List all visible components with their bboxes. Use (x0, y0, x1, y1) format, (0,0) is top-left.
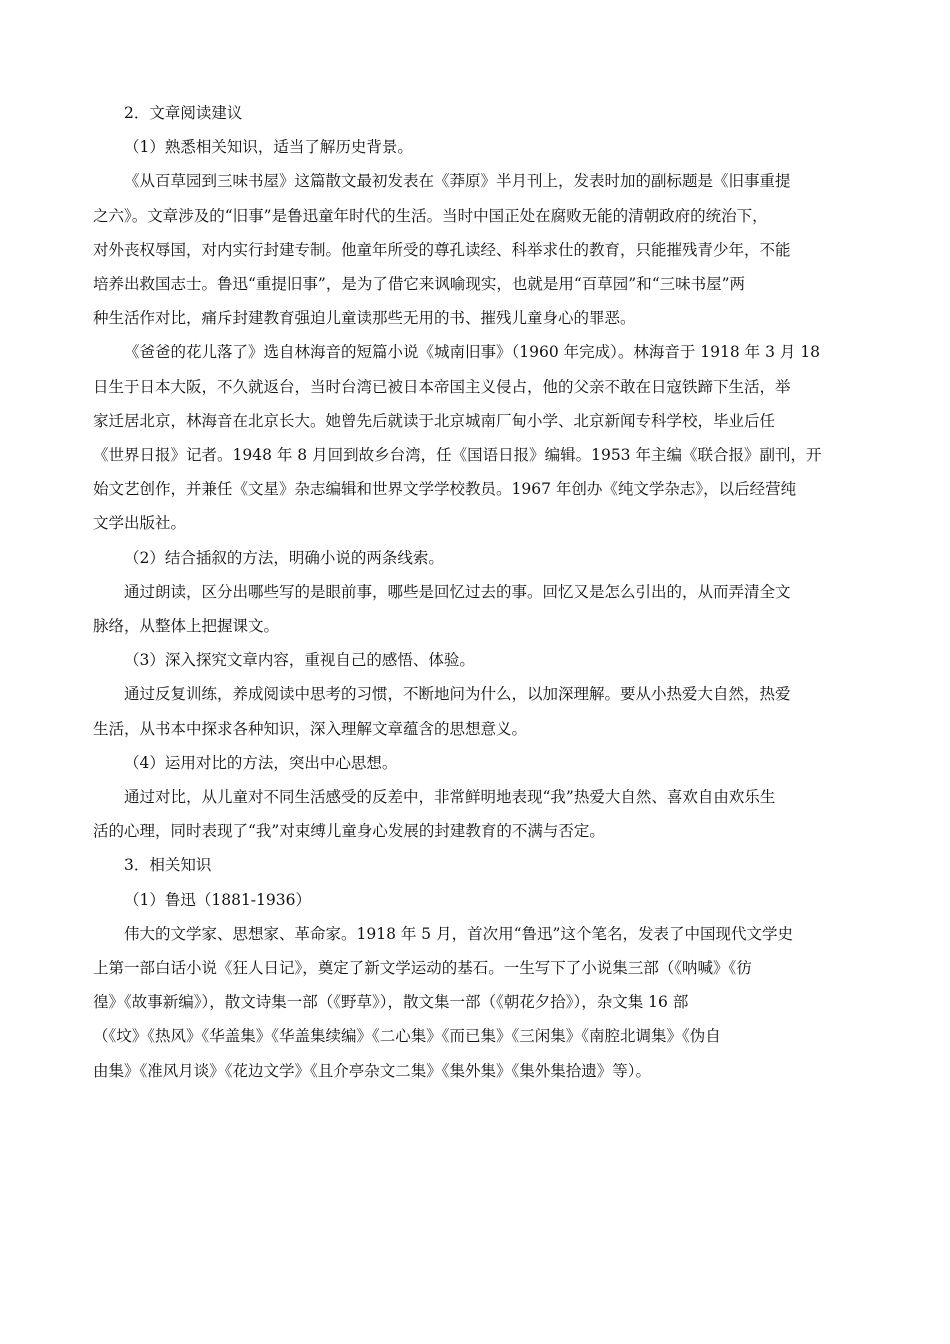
text-line: 家迁居北京，林海音在北京长大。她曾先后就读于北京城南厂甸小学、北京新闻专科学校，毕业后任 (93, 411, 776, 430)
text-line: 日生于日本大阪，不久就返台，当时台湾已被日本帝国主义侵占，他的父亲不敢在日寇铁蹄下生活，举 (93, 377, 791, 396)
text-line: 由集》《准风月谈》《花边文学》《且介亭杂文二集》《集外集》《集外集拾遗》等）。 (93, 1061, 652, 1080)
text-line: 活的心理，同时表现了“我”对束缚儿童身心发展的封建教育的不满与否定。 (93, 822, 605, 841)
text-line: （1）鲁迅（1881-1936） (124, 890, 311, 909)
text-line: 《从百草园到三味书屋》这篇散文最初发表在《莽原》半月刊上，发表时加的副标题是《旧事重提 (124, 172, 791, 191)
text-line: 通过朗读，区分出哪些写的是眼前事，哪些是回忆过去的事。回忆又是怎么引出的，从而弄清全文 (124, 582, 791, 601)
text-line: 《爸爸的花儿落了》选自林海音的短篇小说《城南旧事》（1960 年完成）。林海音于 1918 年 3 月 18 (124, 343, 821, 362)
document-body (93, 96, 858, 1088)
text-line: 伟大的文学家、思想家、革命家。1918 年 5 月，首次用“鲁迅”这个笔名，发表了中国现代文学史 (124, 924, 793, 943)
text-line: （1）熟悉相关知识，适当了解历史背景。 (124, 138, 413, 157)
text-line: 徨》《故事新编》），散文诗集一部（《野草》），散文集一部（《朝花夕拾》），杂文集 16 部 (93, 993, 689, 1012)
text-line: （4）运用对比的方法，突出中心思想。 (124, 753, 398, 772)
text-line: 通过对比，从儿童对不同生活感受的反差中，非常鲜明地表现“我”热爱大自然、喜欢自由欢乐生 (124, 788, 776, 807)
text-line: 生活，从书本中探求各种知识，深入理解文章蕴含的思想意义。 (93, 719, 528, 738)
text-line: 之六》。文章涉及的“旧事”是鲁迅童年时代的生活。当时中国正处在腐败无能的清朝政府的统治下， (93, 206, 768, 225)
text-line: 2．文章阅读建议 (124, 104, 243, 122)
text-line: （3）深入探究文章内容，重视自己的感悟、体验。 (124, 651, 475, 670)
text-line: 上第一部白话小说《狂人日记》，奠定了新文学运动的基石。一生写下了小说集三部（《呐喊》《彷 (93, 959, 752, 978)
text-line: 《世界日报》记者。1948 年 8 月回到故乡台湾，任《国语日报》编辑。1953 年主编《联合报》副刊，开 (93, 446, 822, 465)
text-line: 始文艺创作，并兼任《文星》杂志编辑和世界文学学校教员。1967 年创办《纯文学杂志》，以后经营纯 (93, 480, 797, 499)
text-line: 培养出救国志士。鲁迅“重提旧事”，是为了借它来讽喻现实，也就是用“百草园”和“三味书屋”两 (93, 275, 746, 294)
text-line: 文学出版社。 (93, 514, 187, 533)
text-line: 对外丧权辱国，对内实行封建专制。他童年所受的尊孔读经、科举求仕的教育，只能摧残青少年，不能 (93, 240, 791, 259)
text-line: 3．相关知识 (124, 856, 212, 875)
text-line: 种生活作对比，痛斥封建教育强迫儿童读那些无用的书、摧残儿童身心的罪恶。 (93, 309, 636, 328)
text-line: （《坟》《热风》《华盖集》《华盖集续编》《二心集》《而已集》《三闲集》《南腔北调集》《伪自 (93, 1027, 721, 1046)
text-line: 脉络，从整体上把握课文。 (93, 617, 280, 636)
text-line: （2）结合插叙的方法，明确小说的两条线索。 (124, 548, 444, 567)
text-line: 通过反复训练，养成阅读中思考的习惯，不断地问为什么，以加深理解。要从小热爱大自然，热爱 (124, 685, 791, 704)
